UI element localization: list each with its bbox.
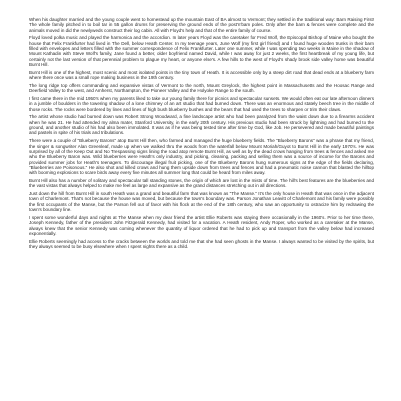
paragraph-1: When his daughter married and the young couple went to homestead up the mountain East of BA almost to Vermont; they settled in the traditional way: Barn Raising First! The whole family pitched in to boil tar in 55 gallon drums for preserving the ground ends of the post'n'bam poles. Only after the barn & fences were complete and the animals moved in did the newlyweds construct their log cabin. All with Floyd's help and that of the entire family of course. bbox=[29, 17, 374, 33]
paragraph-10: I spent some wonderful days and nights at The Manse when my dear friend the artist Ellie Roberts was staying there occasionally in the 1960's. Prior to her time there, Joseph Kennedy, father of the president John Fitzgerald Kennedy, had visited for a vacation. A Heath resident, Andy Roper, who worked as a caretaker at the Manse, always knew that the senior Kennedy was coming whenever the quantity of liquor ordered that he had to pick up and transport from the valley below had increased exponentially. bbox=[29, 214, 374, 236]
paragraph-5: I first came there in the mid 1950's when my parents liked to take our young family there for picnics and spectacular sunsets. We would often eat our late afternoon dinners in a jumble of boulders in the towering shadow of a lone chimney of an art studio that had burned down. There was an enormous and stately beech tree in the middle of those rocks. The rocks were bordered by lines and lines of high bush blueberry bushes and the bears that had used the trees to sharpen or trim their claws. bbox=[29, 96, 374, 112]
paragraph-3: Burnt Hill is one of the highest, most scenic and most isolated points in the tiny town of Heath. It is accessible only by a steep dirt road that dead ends at a blueberry farm where there once was a small rope making business in the 19th century. bbox=[29, 69, 374, 81]
paragraph-7: There were a couple of "Blueberry Barons" atop Burnt Hill then, who farmed and managed the huge blueberry fields. The "Blueberry Barons" was a phrase that my friend, the singer & songwriter Alan Greenleaf, made up when we walked thru the woods from the waterfall below Mount Moriah/Guyot to Burnt Hill in the early 1970's. He was surprised by all of the Keep Out and No Trespassing signs lining the road atop remote Burnt Hill, as well as by the dead crows hanging from trees & fences and asked me who the Blueberry Baron was. Wild blueberries were Heath's only industry, and picking, cleaning, packing and selling them was a source of income for the Barons and provided summer jobs for Heath's teenagers. To discourage illegal fruit picking, one of the Blueberry Barons hung numerous signs at the edge of the fields declaring, "Blueberries are Poisonous." He also shot and killed crows and hung them upside down from trees and fences and had a pneumatic noise cannon that blasted the hilltop with booming explosions to scare birds away every five minutes all summer long that could be heard from miles away. bbox=[29, 138, 374, 176]
paragraph-2: Floyd loved polka music and played the harmonica and the accordion. In later years Floyd was the caretaker for Fred Wolf, the Episcopal Bishop of Maine who bought the house that Felix Frankfurter had lived in The Dell, below Heath Center. In my teenage years, June Wolf (my first girl friend) and I found huge wooden trunks in their barn filled with envelopes and letters filled with the summer correspondence of Felix Frankfurter. Later one summer, while I was spending two weeks in Maine in the shadow of Mount Kathadin with Steve Wolf's family, Jane found a better, older boyfriend named David, while I was away for just 2 weeks, the first heartbreak of my young life, but certainly not the last version of that perennial problem to plague my heart, or anyone else's. A few hills to the west of Floyd's shady brook side valley home was beautiful Burnt Hill. bbox=[29, 35, 374, 68]
paragraph-8: Burnt Hill also has a number of solitary and spectacular tall standing stones, the origin of which are lost in the mists of time. The hill's best features are the blueberries and the vast vistas that always helped to make me feel as large and expansive as the grand distances stretching out in all directions. bbox=[29, 178, 374, 189]
paragraph-9: Just down the hill from Burnt Hill in south Heath was a grand and beautiful farm that was known as "The Manse." It's the only house in Heath that was once in the adjacent town of Charlemont. That's not because the house was moved, but because the town's boundary was. Parson Jonathan Leavitt of Charlemont and his family were possibly the first occupants of the Manse, but the Parson fell out of favor with his flock at the end of the 18th century, who saw an opportunity to ostracize him by redrawing the town's boundary line. bbox=[29, 191, 374, 213]
document-body bbox=[29, 17, 374, 249]
paragraph-11: Ellie Roberts seemingly had access to the cracks between the worlds and told me that she had seen ghosts in the Manse. I always wanted to be visited by the spirits, but they always seemed to be busy elsewhere when I spent nights there as a child. bbox=[29, 238, 374, 249]
paragraph-6: The artist whose studio had burned down was Robert Strong Woodward, a fine landscape artist who had been paralyzed from the waist down due to a firearms accident when he was 21. He had attended my alma mater, Stanford University, in the early 20th century. His previous studio had been struck by lightning and had burned to the ground, and another studio of his had also been immolated. It was as if he was being tested time after time by God, like Job. He persevered and made beautiful paintings and pastels in spite of his trials and tribulations. bbox=[29, 114, 374, 136]
paragraph-4: The long ridge top offers commanding and expansive vistas of Vermont to the north, Mount Greylock, the highest point in Massachusetts and the Hoosac Range and Deerfield Valley to the west, and Amherst, Northampton, the Pioneer Valley and the Holyoke Range to the south. bbox=[29, 82, 374, 94]
